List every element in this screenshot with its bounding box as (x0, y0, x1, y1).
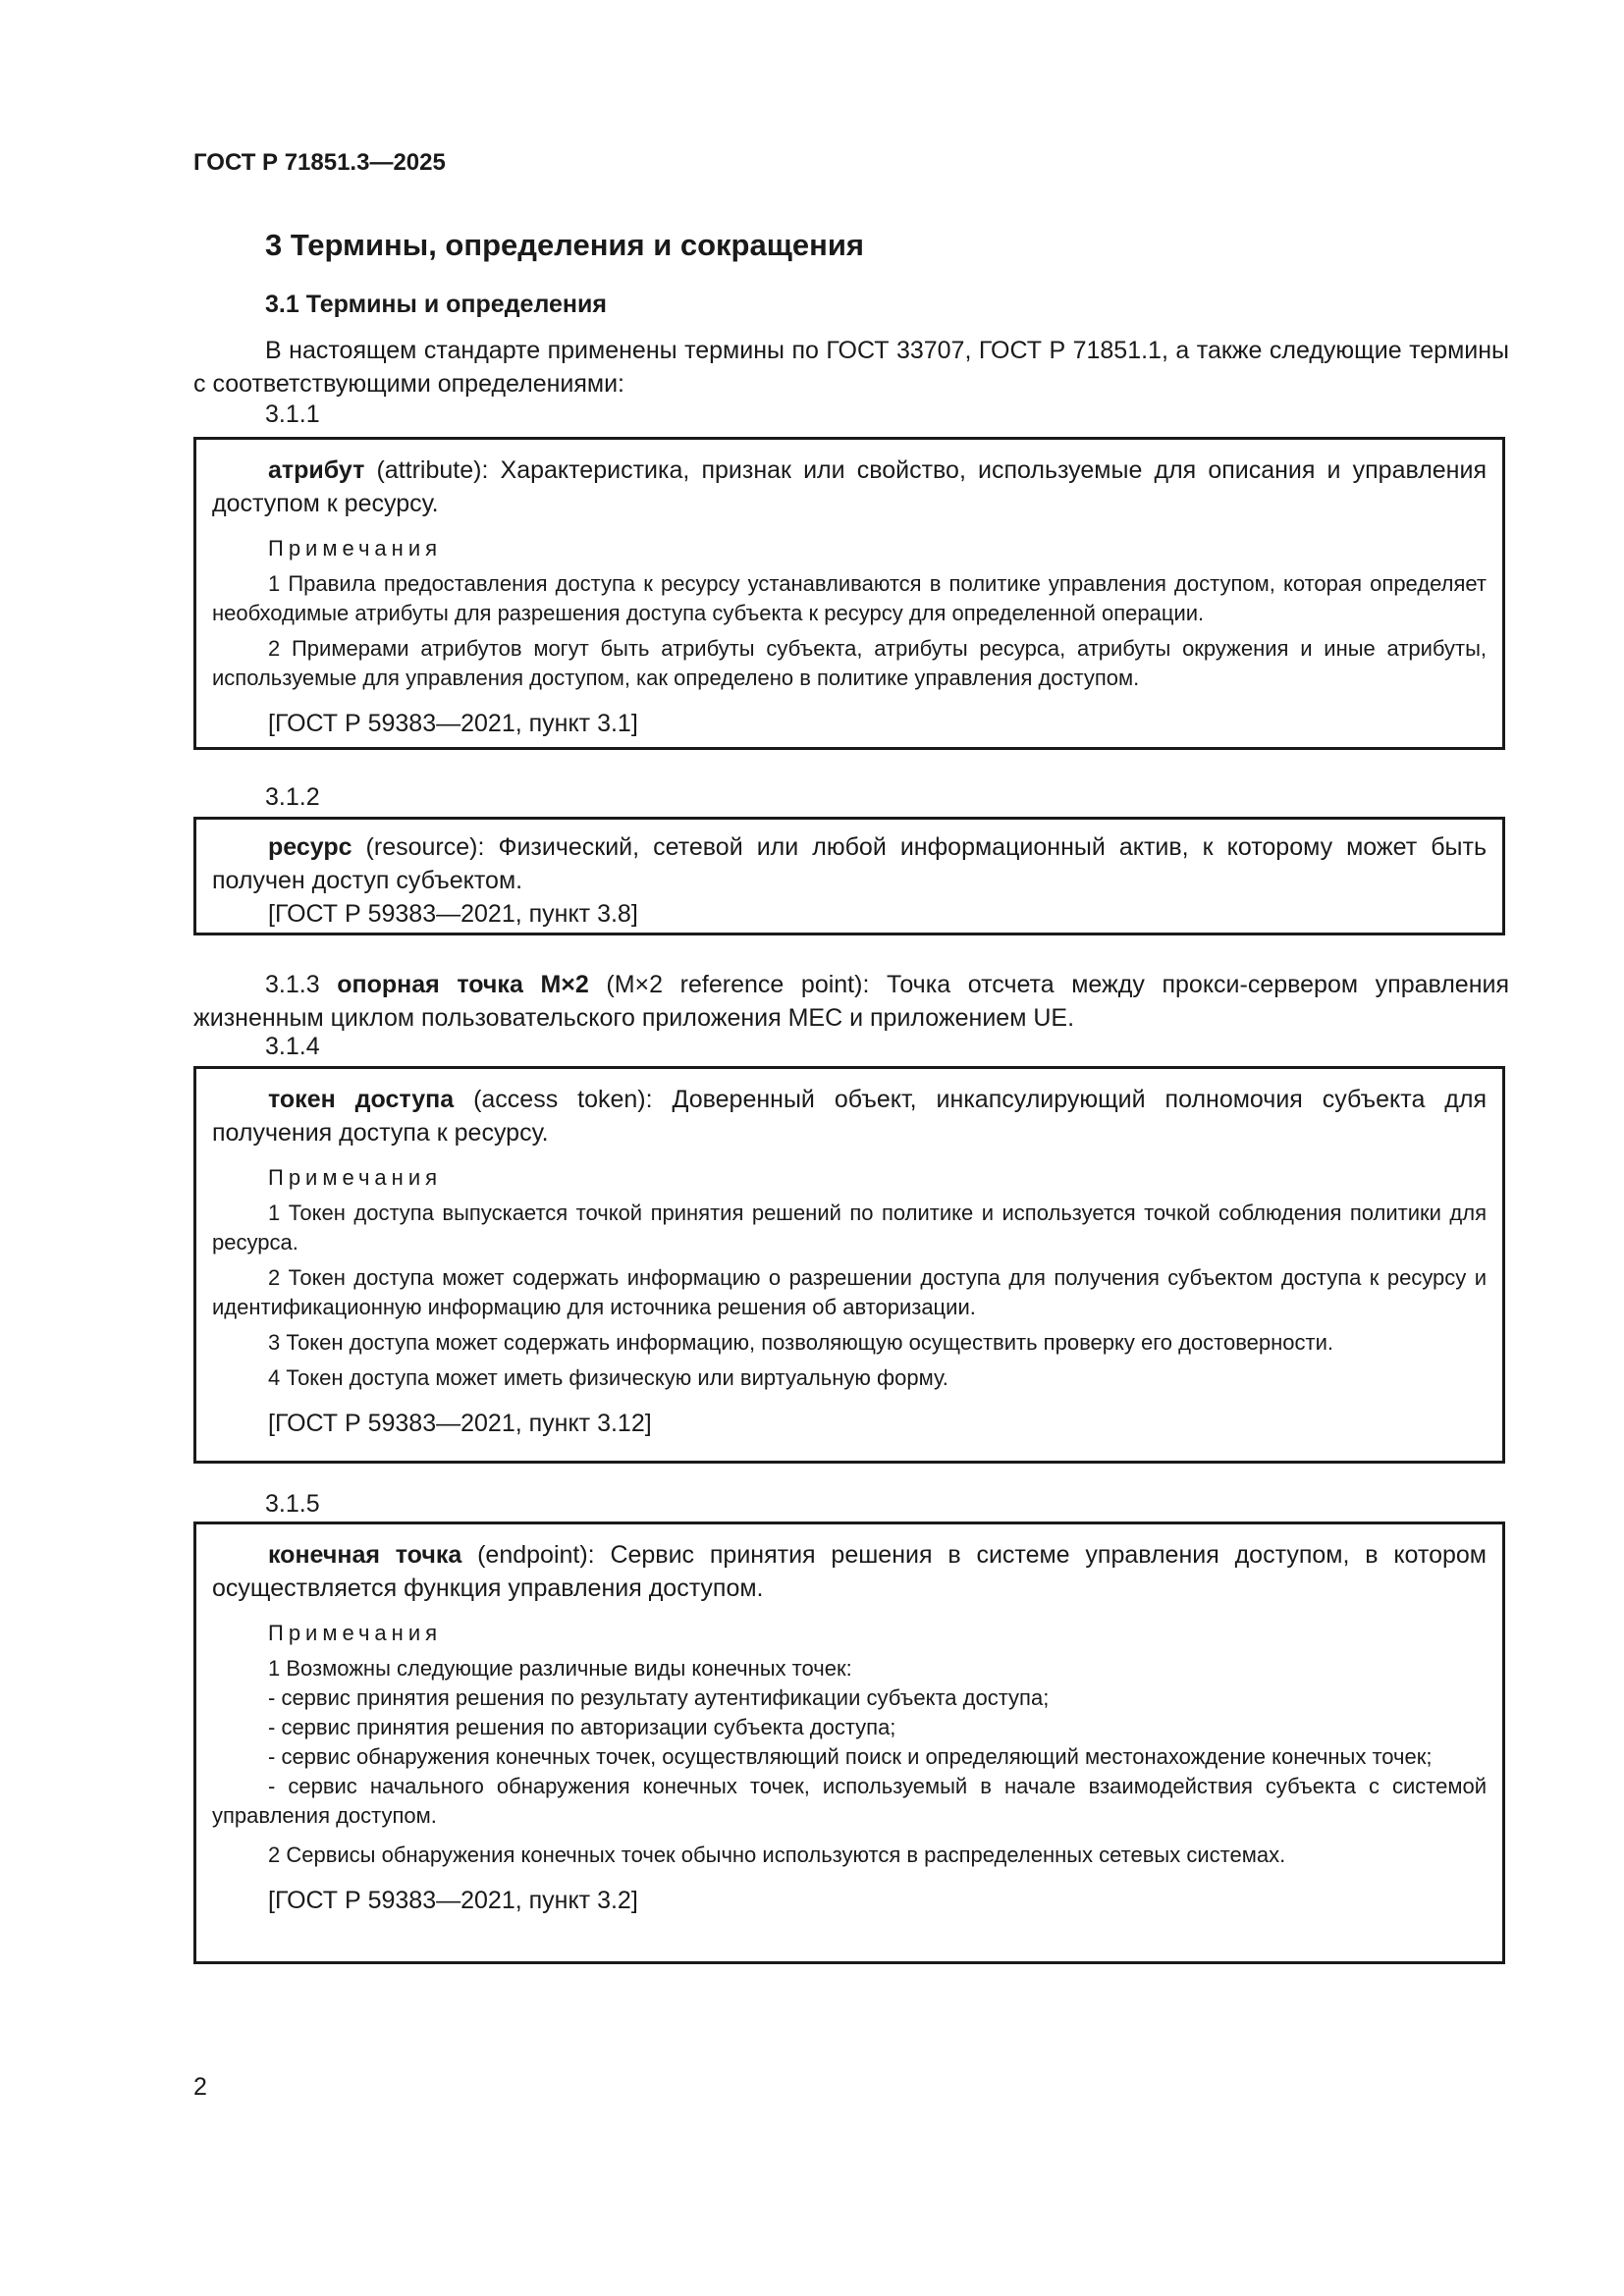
section-title: 3 Термины, определения и сокращения (265, 228, 864, 262)
term-box-endpoint (193, 1522, 1505, 1964)
term-source: [ГОСТ Р 59383—2021, пункт 3.1] (268, 710, 638, 737)
note: 1 Правила предоставления доступа к ресурсу устанавливаются в политике управления доступом, которая определяет необходимые атрибуты для разрешения доступа субъекта к ресурсу для определенной операции. (212, 571, 1487, 625)
term-box-resource (193, 817, 1505, 935)
term-number: 3.1.1 (265, 400, 320, 428)
term-number: 3.1.2 (265, 783, 320, 811)
notes-title: Примечания (268, 1621, 443, 1645)
term-box-attribute (193, 437, 1505, 750)
notes-title: Примечания (268, 1165, 443, 1190)
term-definition (212, 830, 1487, 897)
term-text: (endpoint): Сервис принятия решения в системе управления доступом, в котором осуществляется функция управления доступом. (212, 1541, 1487, 1602)
term-definition (212, 1083, 1487, 1149)
notes-title: Примечания (268, 536, 443, 561)
subsection-title: 3.1 Термины и определения (265, 291, 607, 318)
term-name: опорная точка M×2 (337, 971, 589, 998)
term-name: токен доступа (268, 1086, 455, 1113)
document-id-header: ГОСТ Р 71851.3—2025 (193, 149, 446, 176)
page-number: 2 (193, 2073, 207, 2101)
term-definition (212, 454, 1487, 520)
term-number: 3.1.3 (265, 971, 320, 998)
intro-paragraph: В настоящем стандарте применены термины по ГОСТ 33707, ГОСТ Р 71851.1, а также следующие термины с соответствующими определениями: (193, 337, 1509, 398)
note: 2 Токен доступа может содержать информацию о разрешении доступа для получения субъектом доступа к ресурсу и идентификационную информацию для источника решения об авторизации. (212, 1265, 1487, 1319)
note-list-item: - сервис принятия решения по результату аутентификации субъекта доступа; (268, 1685, 1050, 1710)
note: 2 Сервисы обнаружения конечных точек обычно используются в распределенных сетевых системах. (268, 1842, 1286, 1867)
note: 4 Токен доступа может иметь физическую или виртуальную форму. (268, 1365, 948, 1390)
term-number: 3.1.4 (265, 1033, 320, 1060)
term-name: ресурс (268, 833, 352, 861)
term-text: (resource): Физический, сетевой или любой информационный актив, к которому может быть получен доступ субъектом. (212, 833, 1487, 894)
note: 2 Примерами атрибутов могут быть атрибуты субъекта, атрибуты ресурса, атрибуты окружения и иные атрибуты, используемые для управления доступом, как определено в политике управления доступом. (212, 636, 1487, 690)
term-source: [ГОСТ Р 59383—2021, пункт 3.8] (268, 900, 638, 928)
term-definition (212, 1538, 1487, 1605)
term-box-access-token (193, 1066, 1505, 1464)
note: 1 Токен доступа выпускается точкой принятия решений по политике и используется точкой соблюдения политики для ресурса. (212, 1201, 1487, 1255)
term-source: [ГОСТ Р 59383—2021, пункт 3.12] (268, 1410, 652, 1437)
term-text: (M×2 reference point): Точка отсчета между прокси-сервером управления жизненным циклом пользовательского приложения MEC и приложением UE. (193, 971, 1510, 1032)
note: 1 Возможны следующие различные виды конечных точек: (268, 1656, 852, 1681)
term-inline-m2-reference-point (193, 968, 1509, 1035)
term-text: (access token): Доверенный объект, инкапсулирующий полномочия субъекта для получения доступа к ресурсу. (212, 1086, 1487, 1147)
note-list-item: - сервис начального обнаружения конечных точек, используемый в начале взаимодействия субъекта с системой управления доступом. (212, 1774, 1487, 1828)
note-list-item: - сервис обнаружения конечных точек, осуществляющий поиск и определяющий местонахождение конечных точек; (268, 1744, 1433, 1769)
term-name: конечная точка (268, 1541, 462, 1569)
term-source: [ГОСТ Р 59383—2021, пункт 3.2] (268, 1887, 638, 1914)
term-name: атрибут (268, 456, 365, 484)
note-list-item: - сервис принятия решения по авторизации субъекта доступа; (268, 1715, 896, 1739)
term-number: 3.1.5 (265, 1490, 320, 1518)
term-text: (attribute): Характеристика, признак или свойство, используемые для описания и управления доступом к ресурсу. (212, 456, 1487, 517)
note: 3 Токен доступа может содержать информацию, позволяющую осуществить проверку его достоверности. (268, 1330, 1333, 1355)
